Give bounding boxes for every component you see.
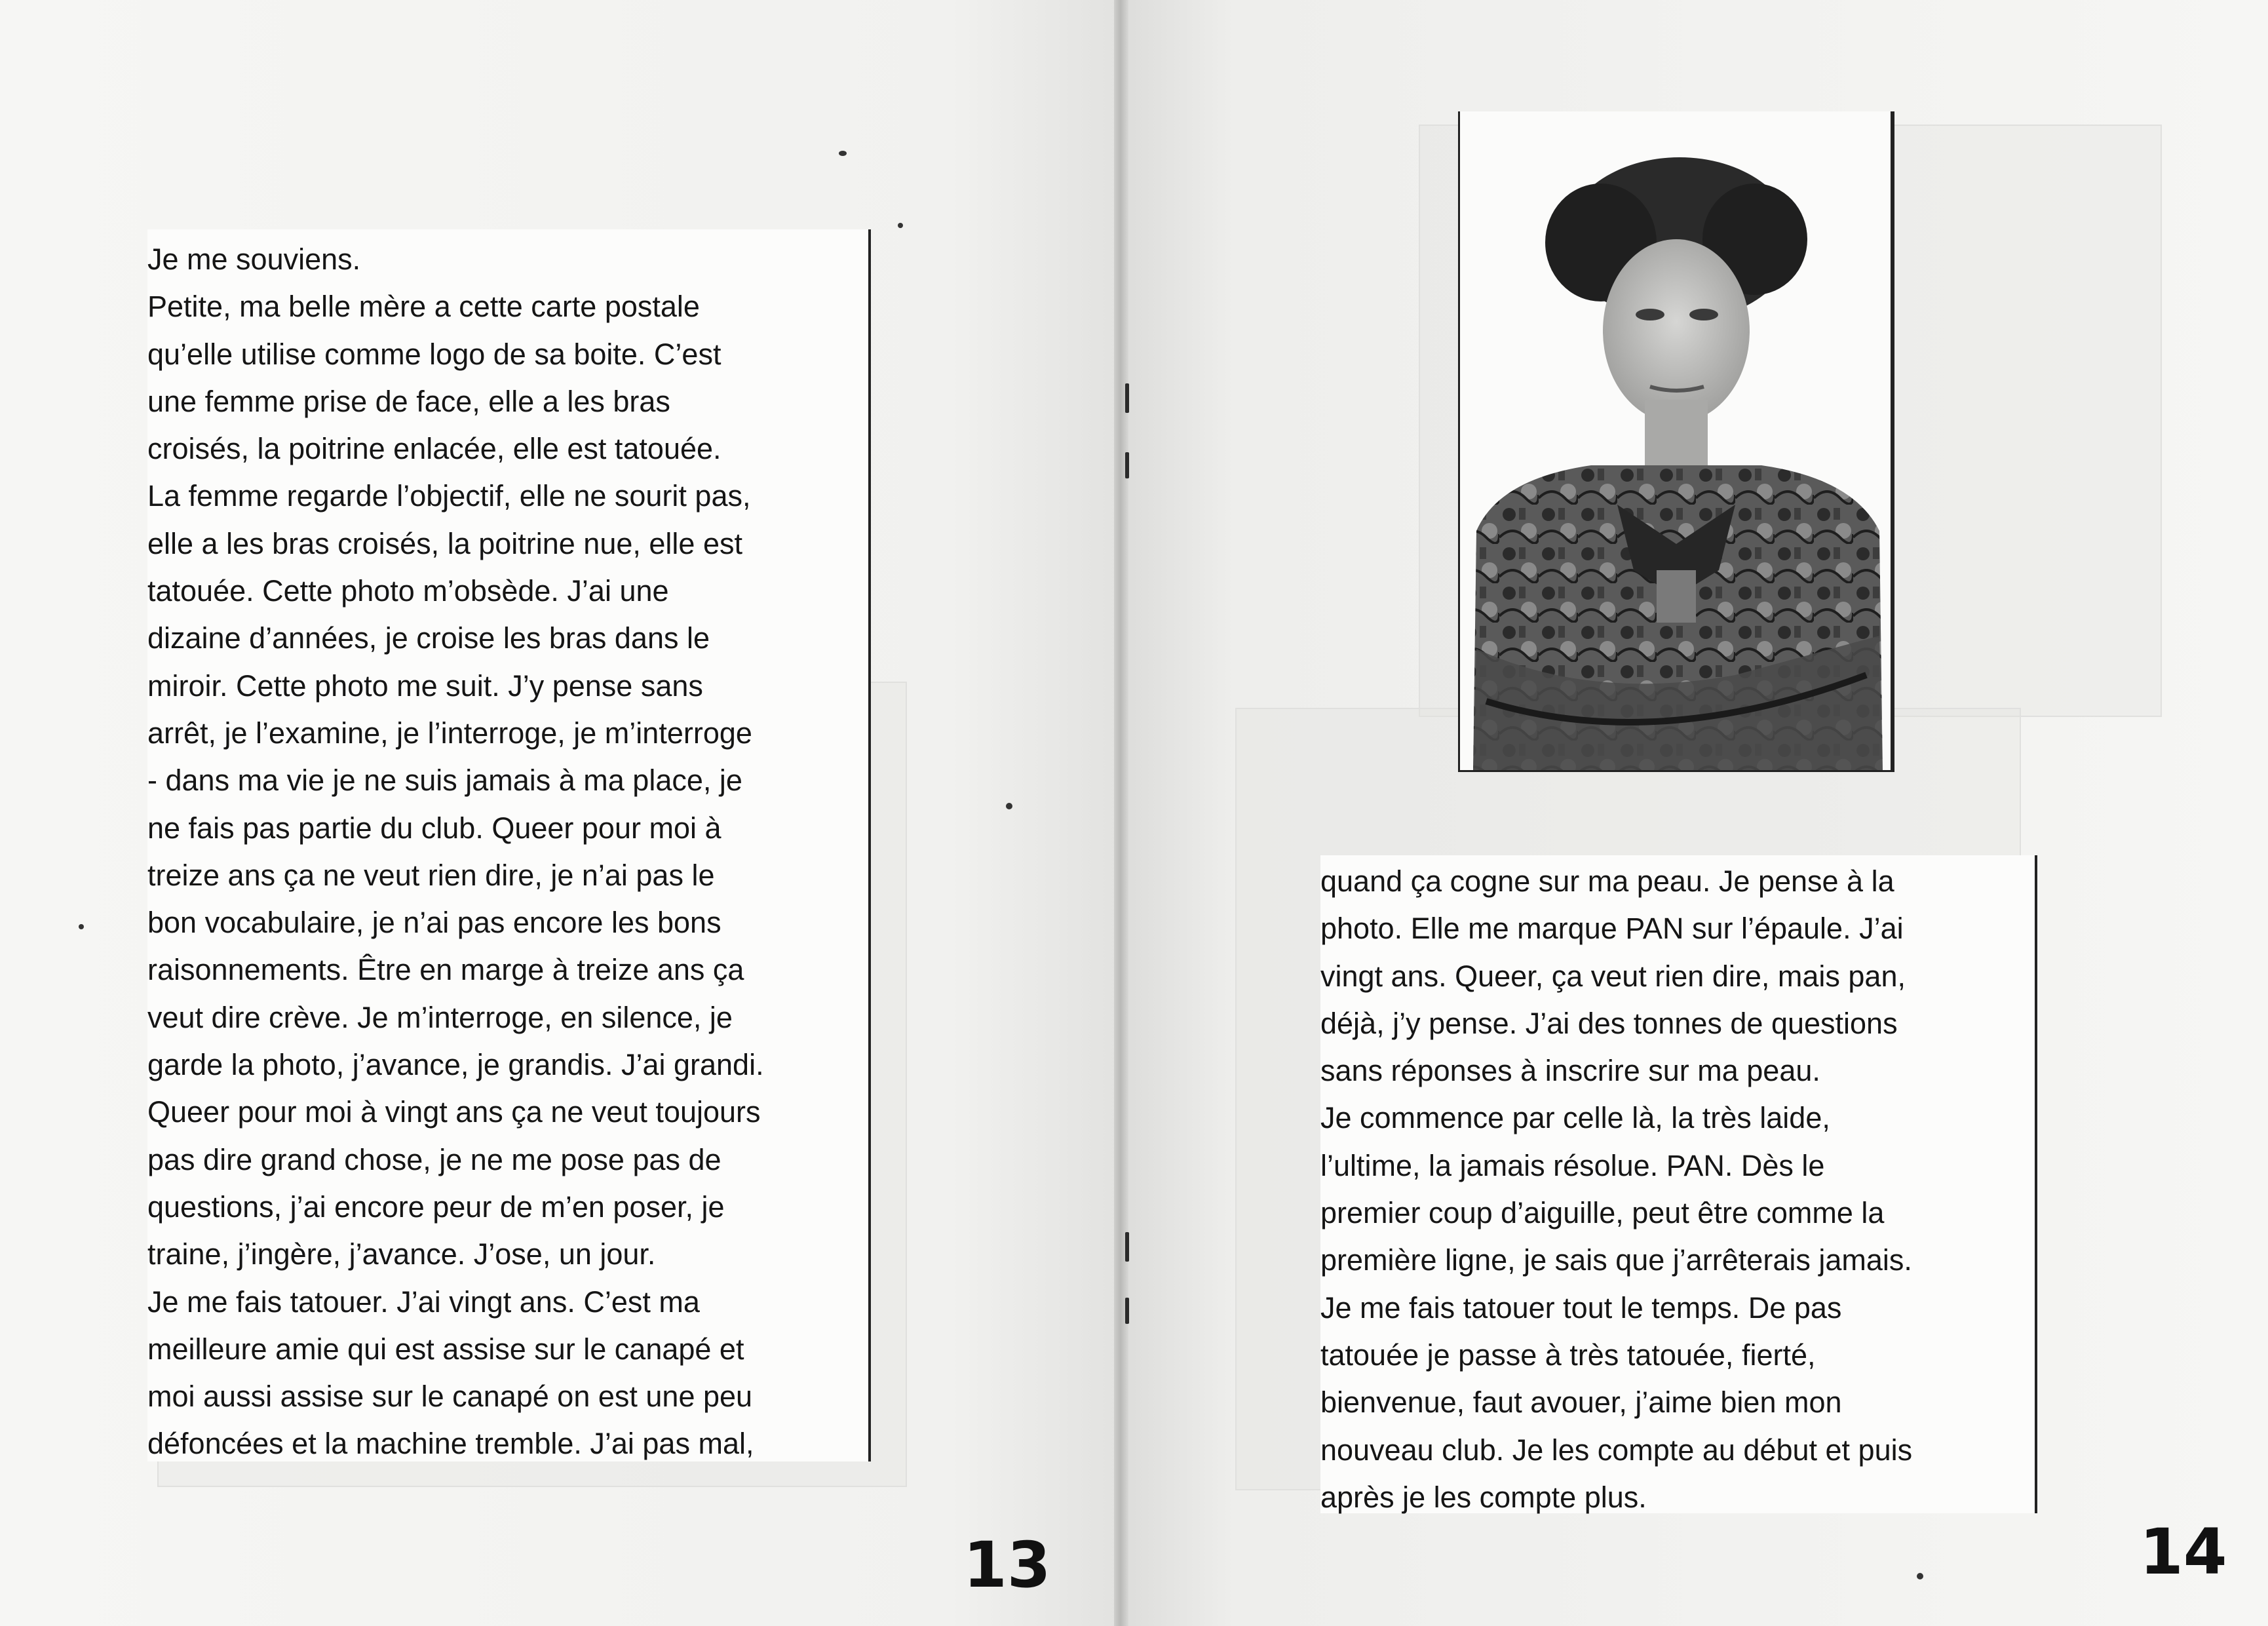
left-page-text-line: La femme regarde l’objectif, elle ne sourit pas,	[147, 479, 751, 513]
left-page-text-line: pas dire grand chose, je ne me pose pas de	[147, 1142, 721, 1176]
speck	[1006, 803, 1012, 809]
left-page-text-line: garde la photo, j’avance, je grandis. J’ai grandi.	[147, 1048, 764, 1082]
left-page-text-line: arrêt, je l’examine, je l’interroge, je m’interroge	[147, 716, 752, 750]
right-text-box	[1320, 855, 2037, 1513]
right-page-text-line: photo. Elle me marque PAN sur l’épaule. J’ai	[1320, 912, 1904, 946]
book-gutter	[1114, 0, 1128, 1626]
right-page-text-line: sans réponses à inscrire sur ma peau.	[1320, 1054, 1820, 1088]
speck	[898, 223, 903, 228]
left-page-text-line: raisonnements. Être en marge à treize ans ça	[147, 953, 744, 987]
staple-top	[1125, 383, 1129, 413]
left-page-text-line: elle a les bras croisés, la poitrine nue, elle est	[147, 526, 742, 560]
tattooed-woman-portrait-photo	[1458, 111, 1894, 772]
portrait-illustration	[1460, 111, 1893, 770]
right-page-text-line: bienvenue, faut avouer, j’aime bien mon	[1320, 1385, 1842, 1420]
page-number-left: 13	[963, 1528, 1051, 1602]
speck	[1917, 1573, 1923, 1579]
photo-frame-right-extension	[1891, 111, 1893, 770]
left-page-text-line: traine, j’ingère, j’avance. J’ose, un jour.	[147, 1237, 656, 1271]
left-page-text-line: Queer pour moi à vingt ans ça ne veut toujours	[147, 1095, 761, 1129]
right-page-text-line: vingt ans. Queer, ça veut rien dire, mais pan,	[1320, 959, 1906, 993]
left-page-text-line: questions, j’ai encore peur de m’en poser, je	[147, 1190, 725, 1224]
staple-bottom	[1125, 1232, 1129, 1262]
left-page-text-line: dizaine d’années, je croise les bras dans le	[147, 621, 710, 655]
left-page-text-line: une femme prise de face, elle a les bras	[147, 384, 670, 418]
left-page-text-line: croisés, la poitrine enlacée, elle est tatouée.	[147, 432, 721, 466]
page-number-right: 14	[2140, 1515, 2227, 1589]
staple-bottom-2	[1125, 1298, 1129, 1324]
right-page-text-line: l’ultime, la jamais résolue. PAN. Dès le	[1320, 1148, 1825, 1182]
left-page-text-line: Je me fais tatouer. J’ai vingt ans. C’est ma	[147, 1285, 700, 1319]
right-page-text-line: Je me fais tatouer tout le temps. De pas	[1320, 1290, 1842, 1325]
speck	[79, 924, 84, 929]
left-text-box	[147, 229, 871, 1461]
right-page-text-line: Je commence par celle là, la très laide,	[1320, 1101, 1830, 1135]
right-page-text-line: nouveau club. Je les compte au début et puis	[1320, 1433, 1913, 1467]
speck	[839, 151, 847, 156]
left-page-text-line: tatouée. Cette photo m’obsède. J’ai une	[147, 574, 669, 608]
left-page-text-line: bon vocabulaire, je n’ai pas encore les bons	[147, 906, 721, 940]
left-page-text-line: Petite, ma belle mère a cette carte postale	[147, 290, 700, 324]
left-page-text-line: miroir. Cette photo me suit. J’y pense sans	[147, 668, 703, 703]
left-page-text-line: veut dire crève. Je m’interroge, en silence, je	[147, 1000, 733, 1034]
right-page-text-line: après je les compte plus.	[1320, 1480, 1647, 1514]
left-page-text-line: moi aussi assise sur le canapé on est une peu	[147, 1380, 753, 1414]
left-page-text-line: ne fais pas partie du club. Queer pour moi à	[147, 811, 721, 845]
right-page-text-line: déjà, j’y pense. J’ai des tonnes de questions	[1320, 1006, 1898, 1040]
right-page-text-line: quand ça cogne sur ma peau. Je pense à la	[1320, 864, 1894, 898]
left-page-text-line: défoncées et la machine tremble. J’ai pas mal,	[147, 1427, 754, 1461]
right-page-text-line: tatouée je passe à très tatouée, fierté,	[1320, 1338, 1816, 1372]
staple-top-2	[1125, 452, 1129, 478]
right-page-text-line: première ligne, je sais que j’arrêterais jamais.	[1320, 1243, 1912, 1277]
left-page-text-line: - dans ma vie je ne suis jamais à ma place, je	[147, 764, 742, 798]
right-page-text-line: premier coup d’aiguille, peut être comme la	[1320, 1196, 1885, 1230]
left-page-text-line: Je me souviens.	[147, 242, 361, 276]
left-page-text-line: qu’elle utilise comme logo de sa boite. C’est	[147, 337, 721, 371]
left-page-text-line: meilleure amie qui est assise sur le canapé et	[147, 1332, 744, 1366]
left-page-text-line: treize ans ça ne veut rien dire, je n’ai pas le	[147, 858, 715, 892]
